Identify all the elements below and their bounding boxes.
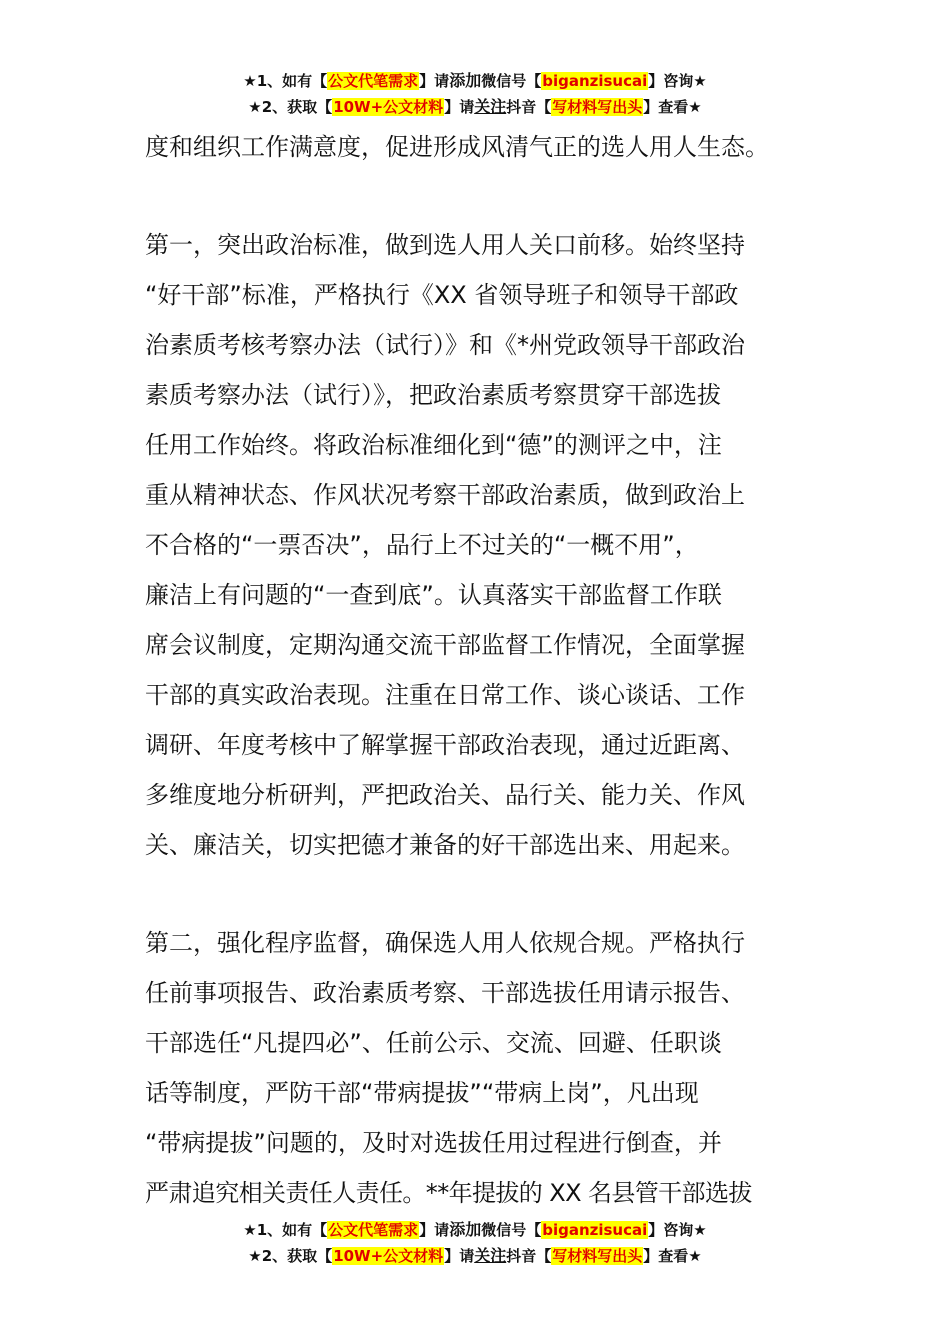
highlight-tag: 公文代笔需求	[328, 1221, 419, 1239]
text-line: 关、廉洁关，切实把德才兼备的好干部选出来、用起来。	[145, 831, 745, 859]
footer-banner	[0, 1217, 950, 1269]
text-line: 调研、年度考核中了解掌握干部政治表现，通过近距离、	[145, 731, 745, 759]
text-line: 干部选任“凡提四必”、任前公示、交流、回避、任职谈	[145, 1029, 722, 1057]
wechat-id-tag: biganzisucai	[542, 1221, 648, 1239]
banner-text: ★1、如有【	[243, 1221, 328, 1239]
banner-text: 】咨询★	[648, 72, 707, 90]
banner-emphasis: 添加	[449, 71, 482, 90]
wechat-id-tag: biganzisucai	[542, 72, 648, 90]
text-line: “好干部”标准，严格执行《XX 省领导班子和领导干部政	[145, 281, 739, 309]
banner-emphasis: 添加	[449, 1220, 482, 1239]
banner-text: 】请	[444, 98, 475, 116]
text-line: 严肃追究相关责任人责任。**年提拔的 XX 名县管干部选拔	[145, 1179, 752, 1207]
banner-text: 】请	[419, 72, 450, 90]
text-line: 任前事项报告、政治素质考察、干部选拔任用请示报告、	[145, 979, 745, 1007]
text-line: 干部的真实政治表现。注重在日常工作、谈心谈话、工作	[145, 681, 745, 709]
banner-line-2	[0, 1243, 950, 1269]
text-line: 度和组织工作满意度，促进形成风清气正的选人用人生态。	[145, 133, 769, 161]
banner-text: 微信号【	[481, 72, 542, 90]
continuation-paragraph	[145, 122, 810, 172]
banner-text: 】查看★	[643, 98, 702, 116]
text-line: 素质考察办法（试行）》，把政治素质考察贯穿干部选拔	[145, 381, 721, 409]
text-line: 席会议制度，定期沟通交流干部监督工作情况，全面掌握	[145, 631, 745, 659]
banner-emphasis: 关注	[474, 1246, 507, 1265]
text-line: “带病提拔”问题的，及时对选拔任用过程进行倒查，并	[145, 1129, 722, 1157]
douyin-id-tag: 写材料写出头	[552, 98, 643, 116]
banner-text: ★1、如有【	[243, 72, 328, 90]
text-line: 重从精神状态、作风状况考察干部政治素质，做到政治上	[145, 481, 745, 509]
text-line: 治素质考核考察办法（试行）》和《*州党政领导干部政治	[145, 331, 745, 359]
banner-text: 】请	[444, 1247, 475, 1265]
paragraph-procedure-supervision	[145, 918, 810, 1218]
banner-emphasis: 关注	[474, 97, 507, 116]
douyin-id-tag: 写材料写出头	[552, 1247, 643, 1265]
banner-line-1	[0, 68, 950, 94]
document-body	[145, 122, 810, 1218]
text-line: 第二，强化程序监督，确保选人用人依规合规。严格执行	[145, 929, 745, 957]
text-line: 第一，突出政治标准，做到选人用人关口前移。始终坚持	[145, 231, 745, 259]
banner-text: 】咨询★	[648, 1221, 707, 1239]
banner-text: ★2、获取【	[248, 1247, 333, 1265]
text-line: 任用工作始终。将政治标准细化到“德”的测评之中，注	[145, 431, 722, 459]
text-line: 廉洁上有问题的“一查到底”。认真落实干部监督工作联	[145, 581, 722, 609]
highlight-tag: 公文代笔需求	[328, 72, 419, 90]
banner-text: 抖音【	[506, 1247, 552, 1265]
banner-text: ★2、获取【	[248, 98, 333, 116]
paragraph-political-standard	[145, 220, 810, 870]
highlight-tag: 10W+公文材料	[333, 1247, 444, 1265]
banner-line-2	[0, 94, 950, 120]
banner-text: 抖音【	[506, 98, 552, 116]
highlight-tag: 10W+公文材料	[333, 98, 444, 116]
text-line: 话等制度，严防干部“带病提拔”“带病上岗”，凡出现	[145, 1079, 699, 1107]
text-line: 不合格的“一票否决”，品行上不过关的“一概不用”，	[145, 531, 699, 559]
banner-text: 微信号【	[481, 1221, 542, 1239]
banner-text: 】查看★	[643, 1247, 702, 1265]
banner-line-1	[0, 1217, 950, 1243]
banner-text: 】请	[419, 1221, 450, 1239]
text-line: 多维度地分析研判，严把政治关、品行关、能力关、作风	[145, 781, 745, 809]
header-banner	[0, 68, 950, 120]
